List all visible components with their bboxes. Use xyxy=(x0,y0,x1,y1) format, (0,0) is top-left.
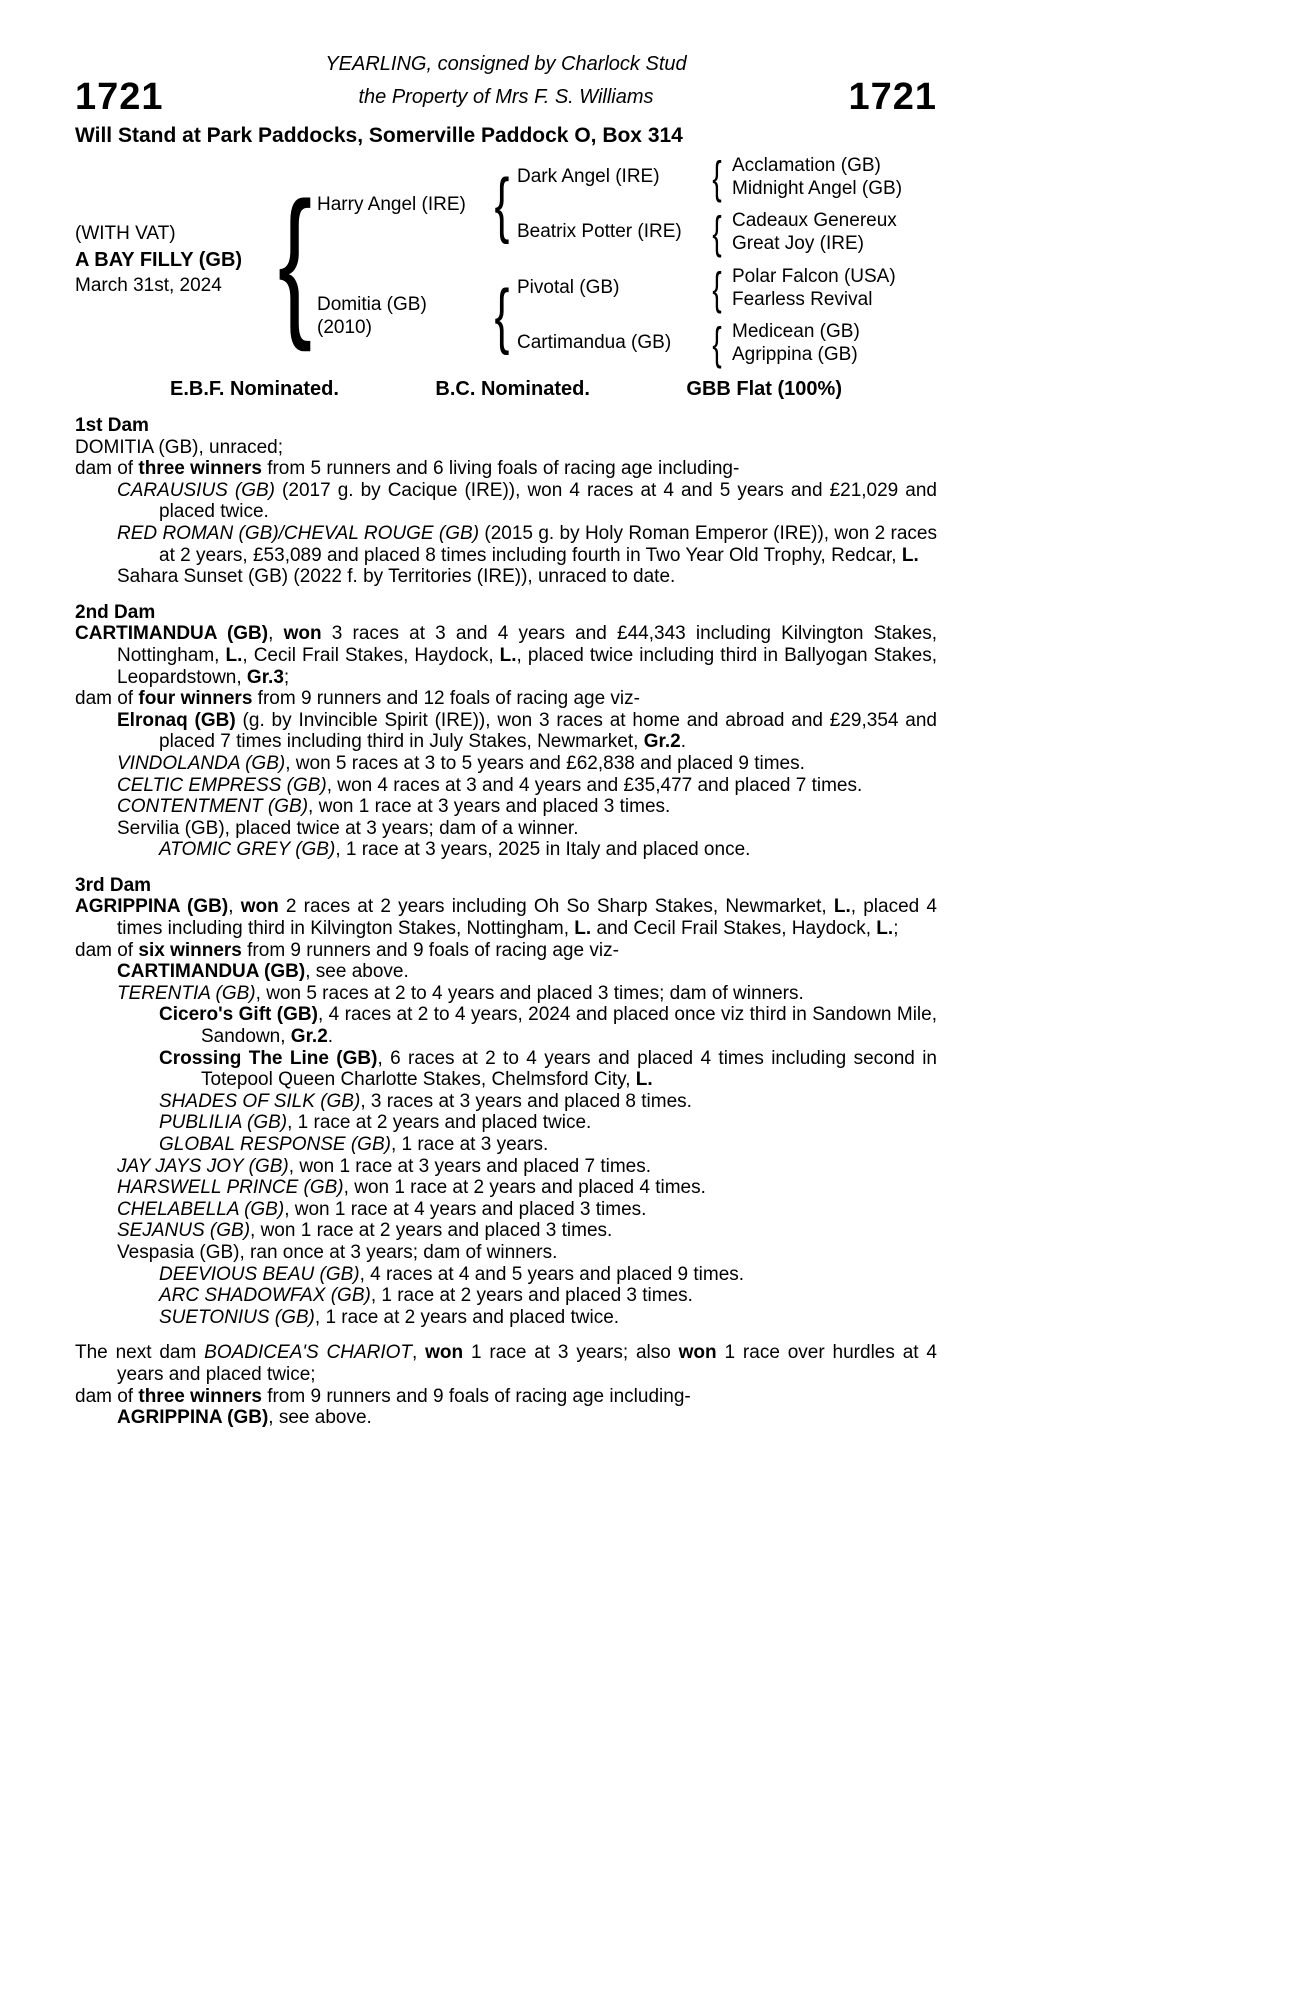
granddam-group xyxy=(517,317,937,369)
text-run: dam of xyxy=(75,939,139,961)
emphasized-text: AGRIPPINA (GB) xyxy=(75,896,229,918)
catalogue-paragraph xyxy=(75,1264,937,1286)
text-run: 1 race at 3 years; also xyxy=(463,1342,679,1364)
grandparent-name: Beatrix Potter (IRE) xyxy=(517,221,682,242)
catalogue-paragraph xyxy=(75,480,937,523)
text-run: from 9 runners and 9 foals of racing age including- xyxy=(261,1385,691,1407)
catalogue-paragraph xyxy=(75,623,937,688)
grandparent-name: Cartimandua (GB) xyxy=(517,332,672,353)
bc-nominated-label: B.C. Nominated. xyxy=(435,378,590,400)
text-run: ; xyxy=(893,918,899,940)
text-run: Sahara Sunset (GB) (2022 f. by Territories (IRE)), unraced to date. xyxy=(117,566,676,588)
text-run: , 1 race at 3 years, 2025 in Italy and placed once. xyxy=(335,839,751,861)
brace-icon: { xyxy=(712,151,722,203)
text-run: dam of xyxy=(75,1385,139,1407)
great-grandparent-name: Agrippina (GB) xyxy=(732,344,858,365)
emphasized-text: won xyxy=(678,1342,717,1364)
emphasized-text: JAY JAYS JOY (GB) xyxy=(117,1155,289,1177)
lot-number-right: 1721 xyxy=(848,76,937,118)
emphasized-text: Gr.2 xyxy=(643,731,681,753)
text-run: (2017 g. by Cacique (IRE)), won 4 races at 4 and 5 years and £21,029 and placed twice. xyxy=(159,479,937,523)
text-run: , won 4 races at 3 and 4 years and £35,477 and placed 7 times. xyxy=(326,774,863,796)
catalogue-paragraph xyxy=(75,458,937,480)
emphasized-text: three winners xyxy=(138,1385,262,1407)
emphasized-text: won xyxy=(283,623,322,645)
emphasized-text: VINDOLANDA (GB) xyxy=(117,752,286,774)
great-grandparent-name: Midnight Angel (GB) xyxy=(732,178,903,199)
text-run: , won 1 race at 2 years and placed 4 times. xyxy=(343,1177,706,1199)
catalogue-paragraph xyxy=(75,1199,937,1221)
emphasized-text: CARTIMANDUA (GB) xyxy=(117,961,306,983)
catalogue-paragraph xyxy=(75,1407,937,1429)
text-run: DOMITIA (GB), unraced; xyxy=(75,436,283,458)
brace-icon: { xyxy=(712,262,722,314)
emphasized-text: CARTIMANDUA (GB) xyxy=(75,623,269,645)
catalogue-paragraph xyxy=(75,1134,937,1156)
catalogue-paragraph xyxy=(75,1048,937,1091)
pedigree-table xyxy=(75,151,937,369)
ebf-nominated-label: E.B.F. Nominated. xyxy=(170,378,339,400)
great-grandparents xyxy=(732,265,937,311)
pedigree-text-body xyxy=(75,415,937,1429)
catalogue-paragraph xyxy=(75,688,937,710)
dam-year: (2010) xyxy=(317,316,372,338)
catalogue-paragraph xyxy=(75,940,937,962)
text-run: , see above. xyxy=(305,961,409,983)
emphasized-text: ATOMIC GREY (GB) xyxy=(159,839,336,861)
emphasized-text: three winners xyxy=(138,458,262,480)
emphasized-text: L. xyxy=(901,544,919,566)
text-run: , won 1 race at 4 years and placed 3 times. xyxy=(284,1198,647,1220)
brace-icon: { xyxy=(712,317,722,369)
section-heading xyxy=(75,875,937,897)
text-run: , 6 races at 2 to 4 years and placed 4 times including second in Totepool Queen Charlotte Stakes, Chelmsford City, xyxy=(201,1047,937,1091)
catalogue-paragraph xyxy=(75,1285,937,1307)
emphasized-text: DEEVIOUS BEAU (GB) xyxy=(159,1263,360,1285)
emphasized-text: HARSWELL PRINCE (GB) xyxy=(117,1177,344,1199)
grandsire-group xyxy=(517,151,937,203)
brace-icon: { xyxy=(494,164,510,245)
emphasized-text: CONTENTMENT (GB) xyxy=(117,796,309,818)
text-run: Servilia (GB), placed twice at 3 years; dam of a winner. xyxy=(117,817,579,839)
catalogue-paragraph xyxy=(75,896,937,939)
emphasized-text: GLOBAL RESPONSE (GB) xyxy=(159,1134,391,1155)
text-run: Vespasia (GB), ran once at 3 years; dam of winners. xyxy=(117,1241,558,1263)
text-run: from 9 runners and 9 foals of racing age viz- xyxy=(241,939,619,961)
text-run: . xyxy=(327,1026,334,1048)
text-run: dam of xyxy=(75,688,139,710)
text-run: , 1 race at 2 years and placed twice. xyxy=(314,1306,620,1328)
catalogue-paragraph xyxy=(75,796,937,818)
text-run: , won 1 race at 3 years and placed 3 times. xyxy=(308,796,671,818)
emphasized-text: Cicero's Gift (GB) xyxy=(159,1004,318,1026)
text-run: ; xyxy=(283,666,290,688)
emphasized-text: 1st Dam xyxy=(75,415,149,436)
emphasized-text: PUBLILIA (GB) xyxy=(159,1112,288,1134)
text-run: , see above. xyxy=(268,1407,372,1429)
emphasized-text: L. xyxy=(574,918,592,940)
emphasized-text: L. xyxy=(225,644,243,666)
parents-column xyxy=(317,151,937,369)
text-run: , placed 4 times including third in Kilvington Stakes, Nottingham, xyxy=(117,896,937,940)
dam-name-text: Domitia (GB) xyxy=(317,293,427,315)
grandsire-group xyxy=(517,262,937,314)
text-run: , won 1 race at 3 years and placed 7 times. xyxy=(288,1155,652,1177)
property-line: the Property of Mrs F. S. Williams xyxy=(358,85,654,108)
great-grandparent-name: Medicean (GB) xyxy=(732,321,860,342)
text-run: from 5 runners and 6 living foals of racing age including- xyxy=(261,458,740,480)
catalogue-paragraph xyxy=(75,983,937,1005)
emphasized-text: Gr.3 xyxy=(246,666,284,688)
text-run: 3 races at 3 and 4 years and £44,343 including Kilvington Stakes, Nottingham, xyxy=(117,623,937,666)
section-heading xyxy=(75,415,937,437)
emphasized-text: L. xyxy=(833,896,851,918)
catalogue-paragraph xyxy=(75,1386,937,1408)
catalogue-paragraph xyxy=(75,818,937,840)
catalogue-paragraph xyxy=(75,839,937,861)
section-heading xyxy=(75,602,937,624)
consignment-line: YEARLING, consigned by Charlock Stud xyxy=(325,53,687,75)
emphasized-text: BOADICEA'S CHARIOT xyxy=(204,1342,413,1364)
text-run: . xyxy=(680,731,686,753)
text-run: (2015 g. by Holy Roman Emperor (IRE)), won 2 races at 2 years, £53,089 and placed 8 times including fourth in Two Year Old Trophy, Redcar, xyxy=(159,522,937,566)
text-run: , 1 race at 2 years and placed 3 times. xyxy=(370,1285,693,1307)
emphasized-text: RED ROMAN (GB)/CHEVAL ROUGE (GB) xyxy=(117,522,480,544)
text-run: , xyxy=(412,1342,426,1364)
page-content xyxy=(75,0,937,1429)
lot-number-left: 1721 xyxy=(75,76,164,118)
emphasized-text: 2nd Dam xyxy=(75,601,156,623)
emphasized-text: CARAUSIUS (GB) xyxy=(117,479,276,501)
emphasized-text: TERENTIA (GB) xyxy=(117,982,256,1004)
text-run: 2 races at 2 years including Oh So Sharp Stakes, Newmarket, xyxy=(278,896,834,918)
emphasized-text: Crossing The Line (GB) xyxy=(159,1047,378,1069)
granddam-group xyxy=(517,206,937,258)
text-run: , xyxy=(228,896,241,918)
great-grandparent-name: Polar Falcon (USA) xyxy=(732,266,896,287)
grandparent-name: Pivotal (GB) xyxy=(517,277,620,298)
catalogue-paragraph xyxy=(75,1307,937,1329)
text-run: , 4 races at 2 to 4 years, 2024 and placed once viz third in Sandown Mile, Sandown, xyxy=(201,1004,937,1048)
lot-number-row xyxy=(75,78,937,116)
emphasized-text: won xyxy=(425,1342,464,1364)
sire-grandparents xyxy=(517,151,937,258)
text-run: and Cecil Frail Stakes, Haydock, xyxy=(591,918,877,940)
emphasized-text: won xyxy=(240,896,279,918)
dam-group xyxy=(317,262,937,369)
catalogue-paragraph xyxy=(75,523,937,566)
catalogue-paragraph xyxy=(75,437,937,459)
emphasized-text: ARC SHADOWFAX (GB) xyxy=(159,1285,371,1307)
great-grandparent-name: Great Joy (IRE) xyxy=(732,233,864,254)
emphasized-text: SEJANUS (GB) xyxy=(117,1220,251,1242)
catalogue-paragraph xyxy=(75,1156,937,1178)
subject-name: A BAY FILLY (GB) xyxy=(75,249,243,271)
catalogue-paragraph xyxy=(75,775,937,797)
emphasized-text: SHADES OF SILK (GB) xyxy=(159,1090,361,1112)
emphasized-text: CELTIC EMPRESS (GB) xyxy=(117,774,327,796)
dam-grandparents xyxy=(517,262,937,369)
foal-date: March 31st, 2024 xyxy=(75,275,222,296)
emphasized-text: AGRIPPINA (GB) xyxy=(117,1407,269,1429)
text-run: , 3 races at 3 years and placed 8 times. xyxy=(360,1090,692,1112)
dam-name xyxy=(317,293,487,339)
emphasized-text: L. xyxy=(876,918,894,940)
catalogue-paragraph xyxy=(75,710,937,753)
catalogue-paragraph xyxy=(75,566,937,588)
catalogue-paragraph xyxy=(75,1177,937,1199)
brace-icon: { xyxy=(277,167,313,352)
text-run: , won 1 race at 2 years and placed 3 times. xyxy=(250,1220,613,1242)
great-grandparents xyxy=(732,154,937,200)
emphasized-text: 3rd Dam xyxy=(75,874,152,896)
text-run: from 9 runners and 12 foals of racing age viz- xyxy=(252,688,640,710)
catalogue-paragraph xyxy=(75,1091,937,1113)
great-grandparent-name: Fearless Revival xyxy=(732,289,873,310)
text-run: (g. by Invincible Spirit (IRE)), won 3 races at home and abroad and £29,354 and placed 7 times including third in July Stakes, Newmarket, xyxy=(159,709,937,753)
great-grandparents xyxy=(732,320,937,366)
text-run: , 4 races at 4 and 5 years and placed 9 times. xyxy=(359,1263,745,1285)
text-run: The next dam xyxy=(75,1342,205,1364)
great-grandparent-name: Cadeaux Genereux xyxy=(732,210,897,231)
text-run: dam of xyxy=(75,458,139,480)
text-run: , 1 race at 2 years and placed twice. xyxy=(287,1112,592,1134)
emphasized-text: six winners xyxy=(138,939,242,961)
emphasized-text: four winners xyxy=(138,688,253,710)
emphasized-text: CHELABELLA (GB) xyxy=(117,1198,285,1220)
gbb-flat-label: GBB Flat (100%) xyxy=(686,378,842,400)
great-grandparents xyxy=(732,209,937,255)
catalogue-paragraph xyxy=(75,1220,937,1242)
text-run: , 1 race at 3 years. xyxy=(390,1134,549,1155)
catalogue-paragraph xyxy=(75,961,937,983)
catalogue-paragraph xyxy=(75,1342,937,1385)
emphasized-text: Gr.2 xyxy=(290,1026,328,1048)
nominations-row xyxy=(75,378,937,401)
sire-name: Harry Angel (IRE) xyxy=(317,194,466,215)
catalogue-paragraph xyxy=(75,1242,937,1264)
emphasized-text: SUETONIUS (GB) xyxy=(159,1306,315,1328)
catalogue-paragraph xyxy=(75,1112,937,1134)
stand-location-line: Will Stand at Park Paddocks, Somerville Paddock O, Box 314 xyxy=(75,124,683,147)
great-grandparent-name: Acclamation (GB) xyxy=(732,155,881,176)
brace-icon: { xyxy=(712,206,722,258)
text-run: , Cecil Frail Stakes, Haydock, xyxy=(242,644,500,666)
grandparent-name: Dark Angel (IRE) xyxy=(517,166,660,187)
emphasized-text: L. xyxy=(635,1069,653,1091)
brace-icon: { xyxy=(494,275,510,356)
text-run: , won 5 races at 3 to 5 years and £62,838 and placed 9 times. xyxy=(285,752,805,774)
vat-note: (WITH VAT) xyxy=(75,223,176,244)
subject-block xyxy=(75,221,273,299)
catalogue-paragraph xyxy=(75,753,937,775)
catalogue-paragraph xyxy=(75,1004,937,1047)
text-run: , xyxy=(268,623,284,645)
text-run: , won 5 races at 2 to 4 years and placed 3 times; dam of winners. xyxy=(255,982,804,1004)
text-run: 1 race over hurdles at 4 years and placed twice; xyxy=(117,1342,937,1385)
emphasized-text: Elronaq (GB) xyxy=(117,709,236,731)
emphasized-text: L. xyxy=(499,644,517,666)
text-run: , placed twice including third in Ballyogan Stakes, Leopardstown, xyxy=(117,644,937,688)
sire-group xyxy=(317,151,937,258)
